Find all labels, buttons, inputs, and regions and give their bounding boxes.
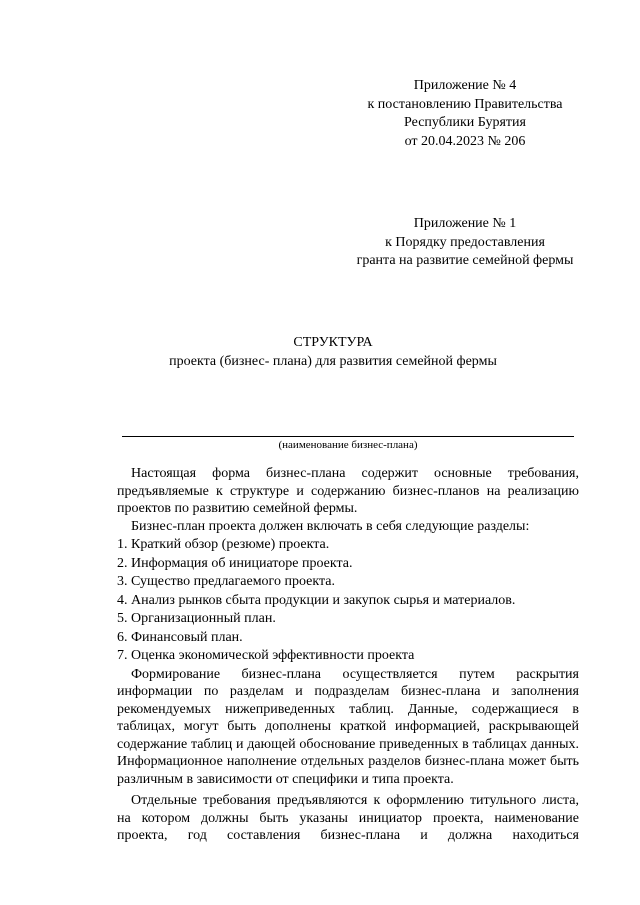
appendix-1-line-1: Приложение № 1 [413,216,517,231]
section-item-6: 6. Финансовый план. [117,629,243,645]
section-item-7: 7. Оценка экономической эффективности проекта [117,648,415,663]
business-plan-name-line [122,436,574,437]
appendix-4-line-2: к постановлению Правительства [367,96,563,112]
title-main: СТРУКТУРА [293,335,373,350]
section-item-5: 5. Организационный план. [117,611,276,626]
title-sheet-paragraph: Отдельные требования предъявляются к оформлению титульного листа, на котором должны быть указаны инициатор проекта, наименование проекта, год составления бизнес-плана и должна находиться [117,793,579,843]
appendix-1-header [330,215,600,271]
appendix-4-line-4: от 20.04.2023 № 206 [404,133,526,149]
intro-paragraph: Настоящая форма бизнес-плана содержит основные требования, предъявляемые к структуре и содержанию бизнес-планов на реализацию проектов по развитию семейной фермы. [117,466,579,516]
appendix-4-line-1: Приложение № 4 [413,78,517,93]
business-plan-name-caption: (наименование бизнес-плана) [278,439,418,451]
document-title [0,334,640,371]
sections-intro-paragraph: Бизнес-план проекта должен включать в себя следующие разделы: [131,518,530,534]
appendix-1-line-3: гранта на развитие семейной фермы [356,253,574,268]
document-body [117,465,579,845]
section-item-4: 4. Анализ рынков сбыта продукции и закупок сырья и материалов. [117,592,516,608]
section-item-1: 1. Краткий обзор (резюме) проекта. [117,537,330,552]
formation-paragraph: Формирование бизнес-плана осуществляется путем раскрытия информации по разделам и подразделам бизнес-плана и заполнения рекомендуемых нижеприведенных таблиц. Данные, содержащиеся в таблицах, могут быть дополнены краткой информацией, раскрывающей содержание таблиц и дающей обоснование приведенных в таблицах данных. Информационное наполнение отдельных разделов бизнес-плана может быть различным в зависимости от специфики и типа проекта. [117,666,579,787]
appendix-1-line-2: к Порядку предоставления [385,234,545,250]
title-subtitle: проекта (бизнес- плана) для развития семейной фермы [169,353,497,369]
appendix-4-line-3: Республики Бурятия [404,115,526,130]
section-item-3: 3. Существо предлагаемого проекта. [117,574,335,589]
section-item-2: 2. Информация об инициаторе проекта. [117,555,353,571]
appendix-4-header [330,77,600,151]
